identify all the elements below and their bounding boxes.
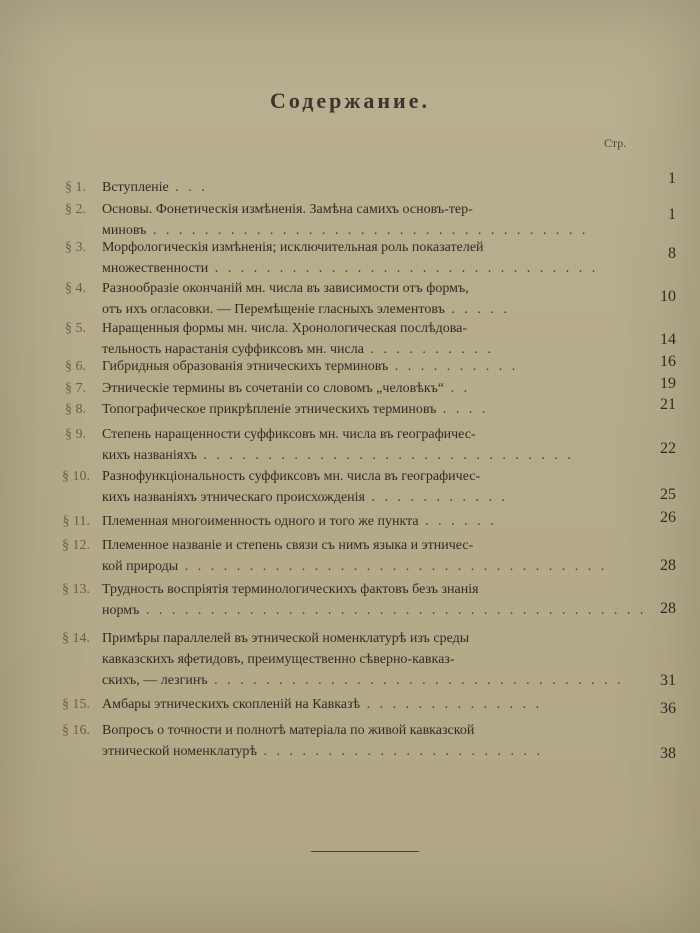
section-title-line: Морфологическія измѣненія; исключительная роль показателей bbox=[102, 240, 484, 255]
section-number: § 3. bbox=[65, 240, 86, 255]
page-title: Содержание. bbox=[270, 88, 430, 113]
leader-dots: . . . . . . . . . . . bbox=[365, 490, 508, 505]
page-number: 22 bbox=[660, 440, 676, 457]
page-number: 1 bbox=[668, 170, 676, 187]
section-number: § 5. bbox=[65, 321, 86, 336]
leader-dots: . . . . . . . . . . . . . . . . . . . . . . . . . . . . . . . . . bbox=[178, 559, 608, 574]
section-number: § 1. bbox=[65, 180, 86, 195]
section-number: § 9. bbox=[65, 427, 86, 442]
leader-dots: . . . . . . . . . . bbox=[363, 342, 494, 357]
section-title-line: Основы. Фонетическія измѣненія. Замѣна самихъ основъ-тер- bbox=[102, 202, 473, 217]
page-number: 26 bbox=[660, 509, 676, 526]
page-number: 28 bbox=[660, 557, 676, 574]
section-title-line: тельность нарастанія суффиксовъ мн. числа . . . . . . . . . . bbox=[102, 342, 494, 357]
leader-dots: . . . bbox=[168, 180, 208, 195]
page-number: 16 bbox=[660, 353, 676, 370]
leader-dots: . . . . . . . . . . . . . . . . . . . . . . . . . . . . . . . . . . . . . . . bbox=[139, 603, 647, 618]
section-title-line: Степень наращенности суффиксовъ мн. числа въ географичес- bbox=[102, 427, 476, 442]
section-title-line: Племенное названіе и степень связи съ нимъ языка и этничес- bbox=[102, 538, 474, 553]
section-title-line: этнической номенклатурѣ . . . . . . . . . . . . . . . . . . . . . . bbox=[102, 744, 543, 759]
page-number: 36 bbox=[660, 700, 676, 717]
page-number: 25 bbox=[660, 486, 676, 503]
section-title-line: Гибридныя образованія этническихъ терминовъ . . . . . . . . . . bbox=[102, 359, 519, 374]
leader-dots: . . . . . . . . . . . . . . . . . . . . . . . . . . . . . bbox=[196, 448, 574, 463]
section-number: § 8. bbox=[65, 402, 86, 417]
leader-dots: . . . . . bbox=[444, 302, 510, 317]
section-title-line: Вступленіе . . . bbox=[102, 180, 208, 195]
section-title-line: кой природы . . . . . . . . . . . . . . . . . . . . . . . . . . . . . . . . . bbox=[102, 559, 608, 574]
section-title-line: нормъ . . . . . . . . . . . . . . . . . . . . . . . . . . . . . . . . . . . . . . . bbox=[102, 603, 647, 618]
section-title-line: отъ ихъ огласовки. — Перемѣщеніе гласныхъ элементовъ . . . . . bbox=[102, 302, 510, 317]
section-title-line: множественности . . . . . . . . . . . . . . . . . . . . . . . . . . . . . . bbox=[102, 261, 599, 276]
section-number: § 15. bbox=[62, 697, 90, 712]
section-title-line: Этническіе термины въ сочетаніи со словомъ „человѣкъ“ . . bbox=[102, 381, 471, 396]
leader-dots: . . bbox=[444, 381, 471, 396]
page-number: 8 bbox=[668, 245, 676, 262]
page-number: 38 bbox=[660, 745, 676, 762]
section-title-line: Топографическое прикрѣпленіе этническихъ терминовъ . . . . bbox=[102, 402, 489, 417]
section-number: § 6. bbox=[65, 359, 86, 374]
section-number: § 4. bbox=[65, 281, 86, 296]
page-number: 1 bbox=[668, 206, 676, 223]
section-title-line: кавказскихъ яфетидовъ, преимущественно сѣверно-кавказ- bbox=[102, 652, 455, 667]
page-number: 21 bbox=[660, 396, 676, 413]
page-number: 28 bbox=[660, 600, 676, 617]
leader-dots: . . . . . . . . . . . . . . . . . . . . . . . . . . . . . . . . . . bbox=[146, 223, 589, 238]
page-number: 19 bbox=[660, 375, 676, 392]
leader-dots: . . . . . . . . . . . . . . . . . . . . . . . . . . . . . . . . bbox=[207, 673, 624, 688]
section-title-line: Племенная многоименность одного и того же пункта . . . . . . bbox=[102, 514, 497, 529]
leader-dots: . . . . . . . . . . . . . . bbox=[360, 697, 543, 712]
section-title-line: Примѣры параллелей въ этнической номенклатурѣ изъ среды bbox=[102, 631, 470, 646]
leader-dots: . . . . . . . . . . . . . . . . . . . . . . . . . . . . . . bbox=[208, 261, 599, 276]
leader-dots: . . . . . . . . . . . . . . . . . . . . . . bbox=[256, 744, 543, 759]
section-title-line: Вопросъ о точности и полнотѣ матеріала по живой кавказской bbox=[102, 723, 475, 738]
section-title-line: миновъ . . . . . . . . . . . . . . . . . . . . . . . . . . . . . . . . . . bbox=[102, 223, 589, 238]
section-title-line: Разнообразіе окончаній мн. числа въ зависимости отъ формъ, bbox=[102, 281, 469, 296]
section-number: § 11. bbox=[62, 514, 90, 529]
section-number: § 7. bbox=[65, 381, 86, 396]
section-title-line: кихъ названіяхъ . . . . . . . . . . . . . . . . . . . . . . . . . . . . . bbox=[102, 448, 574, 463]
section-number: § 13. bbox=[62, 582, 90, 597]
section-title-line: кихъ названіяхъ этническаго происхожденія . . . . . . . . . . . bbox=[102, 490, 508, 505]
closing-rule bbox=[311, 851, 419, 852]
leader-dots: . . . . . . . . . . bbox=[388, 359, 519, 374]
section-title-line: скихъ, — лезгинъ . . . . . . . . . . . . . . . . . . . . . . . . . . . . . . . . bbox=[102, 673, 624, 688]
page-number: 14 bbox=[660, 331, 676, 348]
page-number: 10 bbox=[660, 288, 676, 305]
section-number: § 12. bbox=[62, 538, 90, 553]
section-title-line: Наращенныя формы мн. числа. Хронологическая послѣдова- bbox=[102, 321, 468, 336]
leader-dots: . . . . bbox=[436, 402, 489, 417]
page-number: 31 bbox=[660, 672, 676, 689]
section-number: § 2. bbox=[65, 202, 86, 217]
section-title-line: Трудность воспріятія терминологическихъ фактовъ безъ знанія bbox=[102, 582, 479, 597]
section-title-line: Амбары этническихъ скопленій на Кавказѣ . . . . . . . . . . . . . . bbox=[102, 697, 543, 712]
section-number: § 14. bbox=[62, 631, 90, 646]
section-number: § 10. bbox=[62, 469, 90, 484]
section-number: § 16. bbox=[62, 723, 90, 738]
leader-dots: . . . . . . bbox=[418, 514, 497, 529]
section-title-line: Разнофункціональность суффиксовъ мн. числа въ географичес- bbox=[102, 469, 481, 484]
page-column-header: Стр. bbox=[604, 136, 627, 150]
